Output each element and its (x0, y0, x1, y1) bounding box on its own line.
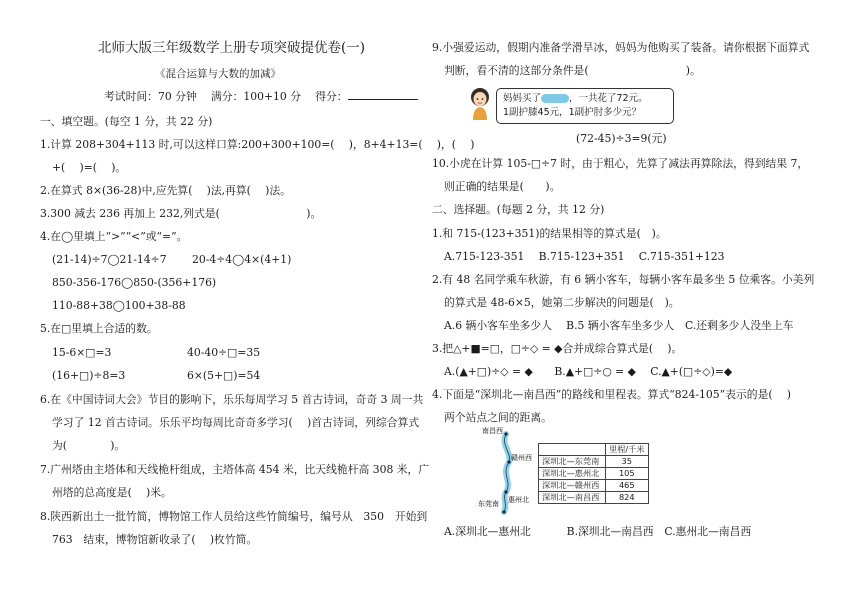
question-5-item-c: (16+□)÷8=3 (52, 369, 126, 382)
score-blank[interactable] (348, 90, 418, 100)
question-4-item-d: 110-88+38◯100+38-88 (52, 299, 186, 312)
choice-2-options: A.6 辆小客车坐多少人 B.5 辆小客车坐多少人 C.还剩多少人没坐上车 (444, 319, 794, 332)
question-8-line-2: 763 结束，博物馆新收录了( )枚竹简。 (52, 533, 258, 546)
question-10-line-1: 10.小虎在计算 105-□÷7 时，由于粗心，先算了减法再算除法，得到结果 7， (432, 157, 809, 170)
girl-icon (468, 86, 492, 120)
choice-1-options: A.715-123-351 B.715-123+351 C.715-351+123 (444, 250, 725, 263)
table-header-blank (539, 444, 606, 456)
question-6-line-1: 6.在《中国诗词大会》节目的影响下，乐乐每周学习 5 首古诗词，奇奇 3 周一共 (40, 393, 424, 406)
speech-bubble (496, 88, 674, 124)
table-cell-km: 35 (606, 456, 649, 468)
table-row (539, 480, 649, 492)
question-5-item-b: 40-40÷□=35 (187, 346, 261, 359)
question-4: 4.在◯里填上“>”“<”或“=”。 (40, 230, 188, 243)
table-row (539, 456, 649, 468)
question-8-line-1: 8.陕西新出土一批竹简，博物馆工作人员给这些竹简编号，编号从 350 开始到 (40, 510, 428, 523)
map-label-nanchangxi: 南昌西 (482, 427, 503, 435)
mileage-table (538, 443, 649, 504)
question-7-line-2: 州塔的总高度是( )米。 (52, 486, 172, 499)
section-2-heading: 二、选择题。(每题 2 分，共 12 分) (432, 203, 605, 216)
choice-2-line-1: 2.有 48 名同学乘车秋游，有 6 辆小客车，每辆小客车最多坐 5 位乘客。小美列 (432, 273, 815, 286)
choice-3-options: A.(▲+□)÷◇ = ◆ B.▲+□÷○ = ◆ C.▲+(□÷◇)=◆ (444, 365, 733, 378)
section-1-heading: 一、填空题。(每空 1 分，共 22 分) (40, 115, 213, 128)
table-row (539, 492, 649, 504)
question-9-line-1: 9.小强爱运动，假期内准备学滑旱冰，妈妈为他购买了装备。请你根据下面算式 (432, 41, 810, 54)
station-nanchangxi (504, 432, 507, 435)
map-label-dongguannan: 东莞南 (478, 500, 499, 508)
table-cell-km: 824 (606, 492, 649, 504)
table-header-mileage: 里程/千米 (606, 444, 649, 456)
map-label-huizhoubei: 惠州北 (508, 496, 529, 504)
bubble-text-a: 妈妈买了 (503, 93, 542, 104)
question-6-line-3: 为( )。 (52, 439, 126, 452)
page-subtitle: 《混合运算与大数的加减》 (155, 68, 281, 80)
table-cell-route: 深圳北—东莞南 (539, 456, 606, 468)
question-9-illustration (468, 86, 674, 126)
choice-4-line-2: 两个站点之间的距离。 (444, 411, 552, 424)
question-5: 5.在□里填上合适的数。 (40, 322, 158, 335)
station-dongguannan (502, 510, 505, 513)
station-huizhoubei (504, 490, 507, 493)
smudge-icon (541, 94, 569, 103)
question-10-line-2: 则正确的结果是( )。 (444, 180, 561, 193)
table-cell-route: 深圳北—赣州西 (539, 480, 606, 492)
question-9-formula: (72-45)÷3=9(元) (576, 132, 667, 145)
table-cell-km: 465 (606, 480, 649, 492)
table-row (539, 468, 649, 480)
question-4-item-c: 850-356-176◯850-(356+176) (52, 276, 217, 289)
question-2: 2.在算式 8×(36-28)中,应先算( )法,再算( )法。 (40, 184, 291, 197)
bubble-line-2: 1副护膝45元，1副护肘多少元？ (503, 107, 642, 118)
choice-1: 1.和 715-(123+351)的结果相等的算式是( )。 (432, 227, 667, 240)
page-title: 北师大版三年级数学上册专项突破提优卷(一) (98, 40, 366, 56)
question-7-line-1: 7.广州塔由主塔体和天线桅杆组成，主塔体高 454 米，比天线桅杆高 308 米，广 (40, 463, 430, 476)
question-1-line-1: 1.计算 208+304+113 时,可以这样口算:200+300+100=( )，8+4+13=( )，( ) (40, 138, 475, 151)
choice-3: 3.把△+■=□，□÷◇ = ◆合并成综合算式是( )。 (432, 342, 683, 355)
route-map (448, 424, 538, 516)
choice-4-line-1: 4.下面是“深圳北—南昌西”的路线和里程表。算式“824-105”表示的是( ) (432, 388, 792, 401)
table-cell-route: 深圳北—南昌西 (539, 492, 606, 504)
bubble-line-1 (503, 92, 648, 105)
question-9-line-2: 判断，看不清的这部分条件是( )。 (444, 64, 701, 77)
table-header-row (539, 444, 649, 456)
choice-4-options: A.深圳北—惠州北 B.深圳北—南昌西 C.惠州北—南昌西 (444, 525, 752, 538)
question-5-item-d: 6×(5+□)=54 (187, 369, 261, 382)
map-label-ganzhouxi: 赣州西 (511, 454, 532, 462)
exam-info-text: 考试时间：70 分钟 满分：100+10 分 得分： (104, 90, 348, 103)
choice-2-line-2: 的算式是 48-6×5，她第二步解决的问题是( )。 (444, 296, 680, 309)
table-cell-route: 深圳北—惠州北 (539, 468, 606, 480)
exam-info (104, 90, 418, 104)
question-1-line-2: +( )=( )。 (52, 161, 127, 174)
question-5-item-a: 15-6×□=3 (52, 346, 112, 359)
question-6-line-2: 学习了 12 首古诗词。乐乐平均每周比奇奇多学习( )首古诗词，列综合算式 (52, 416, 420, 429)
table-cell-km: 105 (606, 468, 649, 480)
question-4-item-b: 20-4÷4◯4×(4+1) (192, 253, 292, 266)
question-4-item-a: (21-14)÷7◯21-14÷7 (52, 253, 167, 266)
bubble-text-b: ，一共花了72元。 (569, 93, 648, 104)
question-3: 3.300 减去 236 再加上 232,列式是( )。 (40, 207, 322, 220)
